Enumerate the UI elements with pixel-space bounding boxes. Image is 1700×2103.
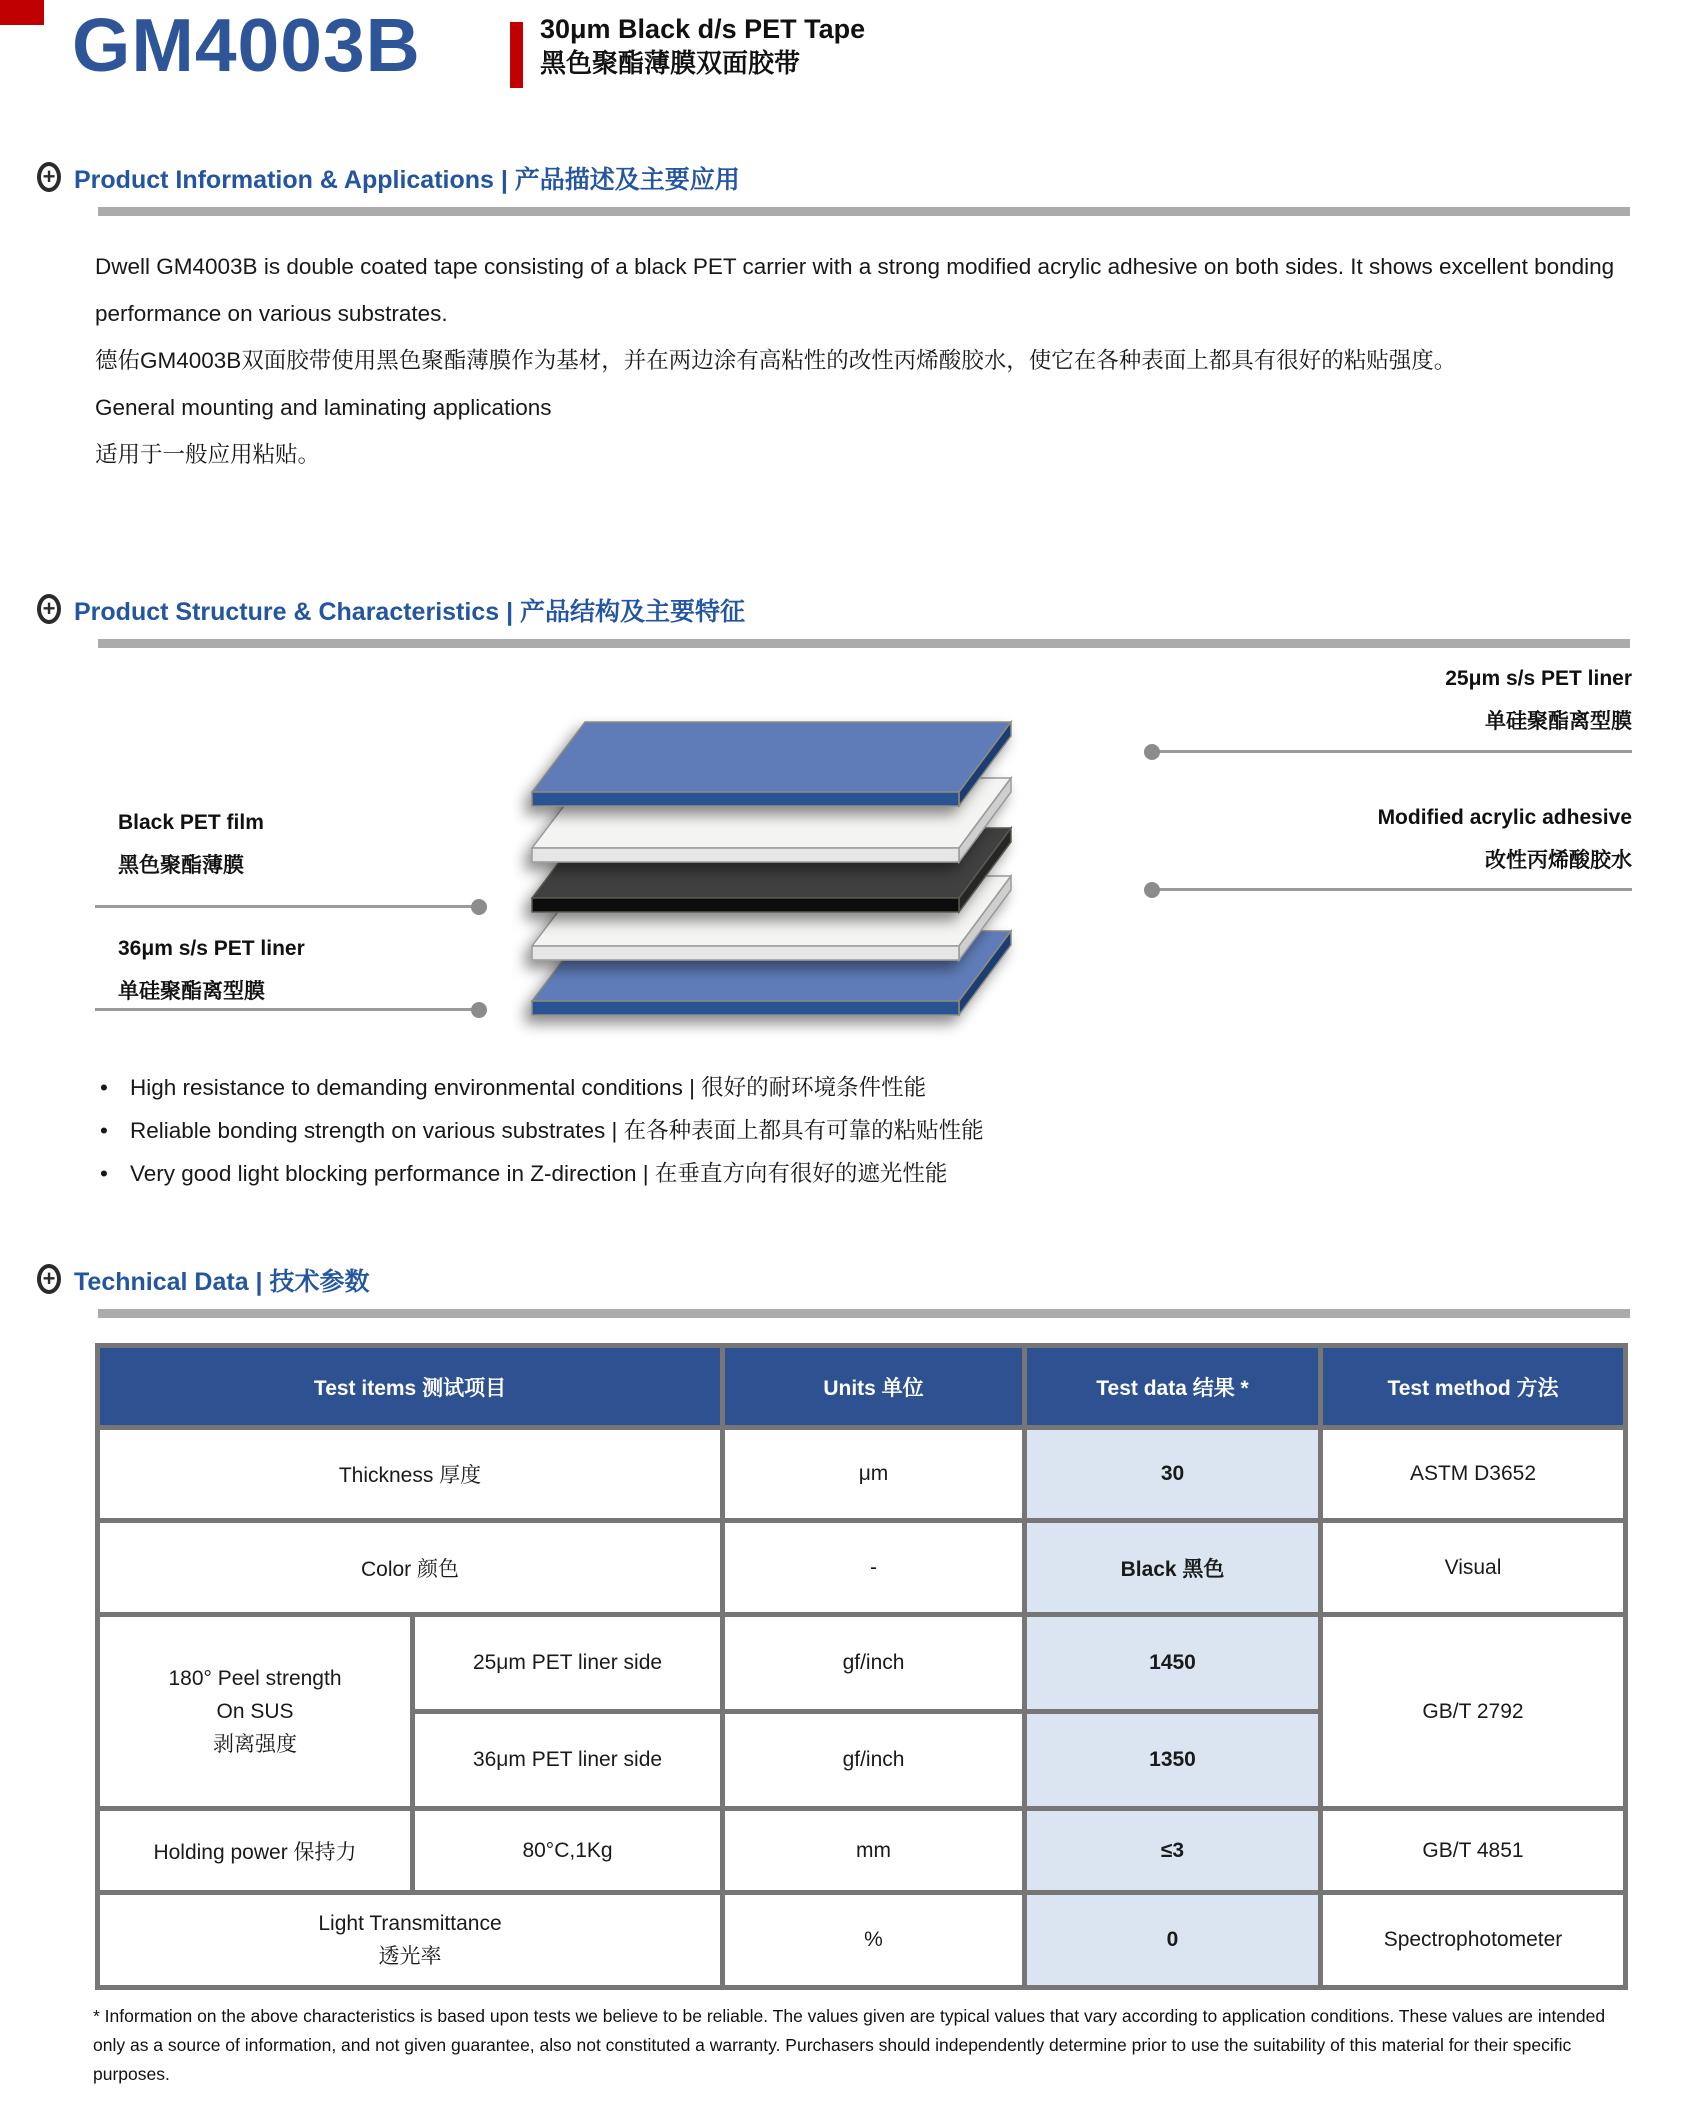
cell-thickness-item: Thickness 厚度 bbox=[98, 1428, 723, 1521]
cell-peel25-data: 1450 bbox=[1025, 1615, 1321, 1712]
cell-peel36-data: 1350 bbox=[1025, 1712, 1321, 1809]
leader-dot-adhesive bbox=[1144, 882, 1160, 898]
disclaimer-footnote: * Information on the above characteristics is based upon tests we believe to be reliable. The values given are typical values that vary according to application conditions. These values are intended only as a source of information, and not given guarantee, also not constituted a warranty. Purchasers should independently determine prior to use the suitability of this material for their specific purposes. bbox=[93, 2006, 1606, 2084]
paragraph-en-applications: General mounting and laminating applications bbox=[95, 395, 552, 420]
section-info-title: Product Information & Applications | 产品描述及主要应用 bbox=[74, 166, 740, 194]
leader-line-adhesive bbox=[1152, 888, 1632, 891]
brand-red-block bbox=[0, 0, 44, 25]
cell-light-item bbox=[98, 1893, 723, 1988]
info-paragraphs bbox=[95, 243, 1615, 478]
cell-thickness-data: 30 bbox=[1025, 1428, 1321, 1521]
paragraph-en-description: Dwell GM4003B is double coated tape consisting of a black PET carrier with a strong modified acrylic adhesive on both sides. It shows excellent bonding performance on various substrates. bbox=[95, 254, 1615, 326]
feature-bullet-list bbox=[98, 1066, 1598, 1195]
label-36um-liner bbox=[118, 936, 305, 1005]
section-rule bbox=[98, 207, 1630, 216]
product-subtitle-zh: 黑色聚酯薄膜双面胶带 bbox=[540, 48, 801, 78]
section-info-header bbox=[0, 160, 1700, 220]
product-subtitle-en: 30μm Black d/s PET Tape bbox=[540, 14, 866, 44]
section-rule bbox=[98, 1309, 1630, 1318]
cell-peel25-side: 25μm PET liner side bbox=[413, 1615, 723, 1712]
product-subtitle bbox=[540, 12, 865, 80]
cell-color-data: Black 黑色 bbox=[1025, 1521, 1321, 1615]
label-25um-liner bbox=[1445, 666, 1632, 735]
feature-bullet: • Reliable bonding strength on various substrates | 在各种表面上都具有可靠的粘贴性能 bbox=[98, 1109, 1598, 1152]
cell-color-item: Color 颜色 bbox=[98, 1521, 723, 1615]
header-test-items: Test items 测试项目 bbox=[98, 1346, 723, 1428]
cell-color-method: Visual bbox=[1321, 1521, 1626, 1615]
header-test-method: Test method 方法 bbox=[1321, 1346, 1626, 1428]
cell-peel36-side: 36μm PET liner side bbox=[413, 1712, 723, 1809]
cell-peel-item-line1: 180° Peel strength bbox=[168, 1667, 342, 1690]
cell-light-units: % bbox=[723, 1893, 1025, 1988]
leader-dot-25um-liner bbox=[1144, 744, 1160, 760]
header-units: Units 单位 bbox=[723, 1346, 1025, 1428]
label-adhesive-zh: 改性丙烯酸胶水 bbox=[1485, 849, 1632, 872]
section-structure-header bbox=[0, 592, 1700, 652]
section-technical-title: Technical Data | 技术参数 bbox=[74, 1268, 370, 1296]
cell-holding-units: mm bbox=[723, 1809, 1025, 1893]
cell-thickness-method: ASTM D3652 bbox=[1321, 1428, 1626, 1521]
cell-holding-data: ≤3 bbox=[1025, 1809, 1321, 1893]
cell-light-item-line2: 透光率 bbox=[378, 1945, 442, 1968]
section-structure-title: Product Structure & Characteristics | 产品结构及主要特征 bbox=[74, 598, 746, 626]
product-code-title: GM4003B bbox=[72, 3, 421, 87]
cell-peel36-units: gf/inch bbox=[723, 1712, 1025, 1809]
tape-layer-stack bbox=[470, 690, 1070, 1050]
cell-peel-item-line3: 剥离强度 bbox=[213, 1733, 297, 1756]
feature-bullet: • Very good light blocking performance in Z-direction | 在垂直方向有很好的遮光性能 bbox=[98, 1152, 1598, 1195]
leader-line-36um-liner bbox=[95, 1008, 479, 1011]
label-black-pet-film-en: Black PET film bbox=[118, 811, 264, 834]
cell-peel-item bbox=[98, 1615, 413, 1809]
label-36um-liner-zh: 单硅聚酯离型膜 bbox=[118, 980, 265, 1003]
label-36um-liner-en: 36μm s/s PET liner bbox=[118, 937, 305, 960]
layer-25um-pet-liner bbox=[532, 722, 1011, 806]
cell-light-item-line1: Light Transmittance bbox=[318, 1912, 502, 1935]
plus-circle-icon: + bbox=[37, 162, 61, 192]
cell-thickness-units: μm bbox=[723, 1428, 1025, 1521]
plus-circle-icon: + bbox=[37, 594, 61, 624]
leader-dot-black-pet bbox=[471, 899, 487, 915]
label-25um-liner-zh: 单硅聚酯离型膜 bbox=[1485, 710, 1632, 733]
feature-bullet: • High resistance to demanding environmental conditions | 很好的耐环境条件性能 bbox=[98, 1066, 1598, 1109]
table-row-holding bbox=[98, 1809, 1626, 1893]
header-test-data: Test data 结果 * bbox=[1025, 1346, 1321, 1428]
label-black-pet-film bbox=[118, 810, 264, 879]
cell-light-method: Spectrophotometer bbox=[1321, 1893, 1626, 1988]
plus-circle-icon: + bbox=[37, 1264, 61, 1294]
label-25um-liner-en: 25μm s/s PET liner bbox=[1445, 667, 1632, 690]
red-divider-bar bbox=[510, 22, 523, 88]
structure-diagram bbox=[0, 650, 1700, 1050]
cell-holding-item: Holding power 保持力 bbox=[98, 1809, 413, 1893]
section-rule bbox=[98, 639, 1630, 648]
label-black-pet-film-zh: 黑色聚酯薄膜 bbox=[118, 854, 244, 877]
label-adhesive bbox=[1378, 805, 1632, 874]
table-header-row bbox=[98, 1346, 1626, 1428]
cell-peel25-units: gf/inch bbox=[723, 1615, 1025, 1712]
leader-dot-36um-liner bbox=[471, 1002, 487, 1018]
table-row-light bbox=[98, 1893, 1626, 1988]
leader-line-25um-liner bbox=[1152, 750, 1632, 753]
paragraph-zh-applications: 适用于一般应用粘贴。 bbox=[95, 442, 321, 467]
label-adhesive-en: Modified acrylic adhesive bbox=[1377, 806, 1632, 829]
leader-line-black-pet bbox=[95, 905, 479, 908]
table-row-peel-25 bbox=[98, 1615, 1626, 1712]
table-row-color bbox=[98, 1521, 1626, 1615]
cell-holding-condition: 80°C,1Kg bbox=[413, 1809, 723, 1893]
cell-light-data: 0 bbox=[1025, 1893, 1321, 1988]
cell-color-units: - bbox=[723, 1521, 1025, 1615]
paragraph-zh-description: 德佑GM4003B双面胶带使用黑色聚酯薄膜作为基材，并在两边涂有高粘性的改性丙烯酸胶水，使它在各种表面上都具有很好的粘贴强度。 bbox=[95, 348, 1457, 373]
section-technical-header bbox=[0, 1262, 1700, 1322]
cell-peel-item-line2: On SUS bbox=[216, 1700, 294, 1723]
technical-data-table bbox=[95, 1343, 1628, 1990]
cell-peel-method: GB/T 2792 bbox=[1321, 1615, 1626, 1809]
cell-holding-method: GB/T 4851 bbox=[1321, 1809, 1626, 1893]
table-row-thickness bbox=[98, 1428, 1626, 1521]
